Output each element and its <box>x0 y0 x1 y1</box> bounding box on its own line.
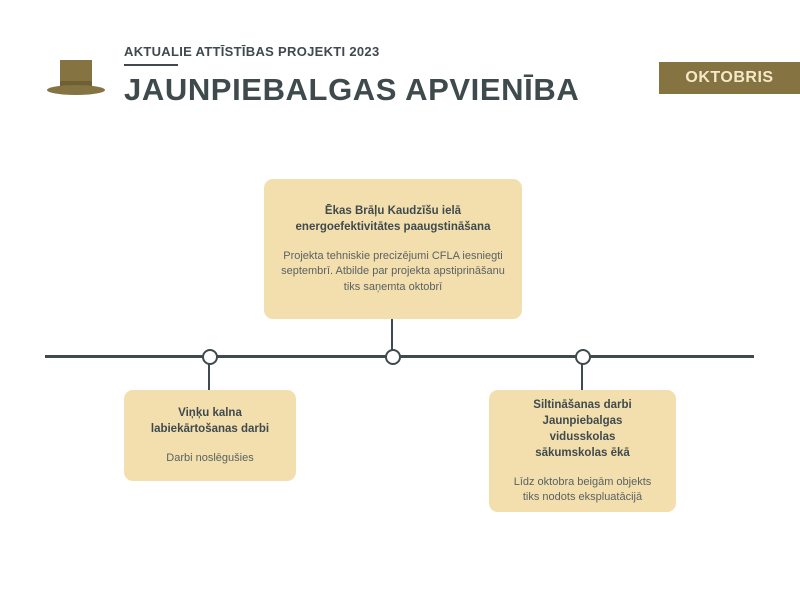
milestone-card-3 <box>489 390 676 512</box>
milestone-description-2: Projekta tehniskie precizējumi CFLA iesniegti septembrī. Atbilde par projekta apstiprināšanu tiks saņemta oktobrī <box>281 249 505 293</box>
subtitle-divider <box>124 64 178 66</box>
month-badge: OKTOBRIS <box>659 62 800 94</box>
connector-1 <box>208 363 210 391</box>
connector-2 <box>391 319 393 350</box>
milestone-description-1: Darbi noslēgušies <box>166 451 254 464</box>
milestone-title-3: Siltināšanas darbi Jaunpiebalgas vidusskolas sākumskolas ēkā <box>533 398 632 459</box>
subtitle: AKTUALIE ATTĪSTĪBAS PROJEKTI 2023 <box>124 44 380 59</box>
timeline-node-2 <box>385 349 401 365</box>
milestone-description-3: Līdz oktobra beigām objekts tiks nodots ekspluatācijā <box>513 475 652 503</box>
milestone-card-2 <box>264 179 522 319</box>
page-title: JAUNPIEBALGAS APVIENĪBA <box>124 72 580 107</box>
milestone-title-2: Ēkas Brāļu Kaudzīšu ielā energoefektivitātes paaugstināšana <box>295 204 491 233</box>
connector-3 <box>581 363 583 391</box>
top-hat-icon <box>46 58 106 98</box>
timeline-node-3 <box>575 349 591 365</box>
timeline-node-1 <box>202 349 218 365</box>
milestone-card-1 <box>124 390 296 481</box>
milestone-title-1: Viņķu kalna labiekārtošanas darbi <box>150 406 270 435</box>
